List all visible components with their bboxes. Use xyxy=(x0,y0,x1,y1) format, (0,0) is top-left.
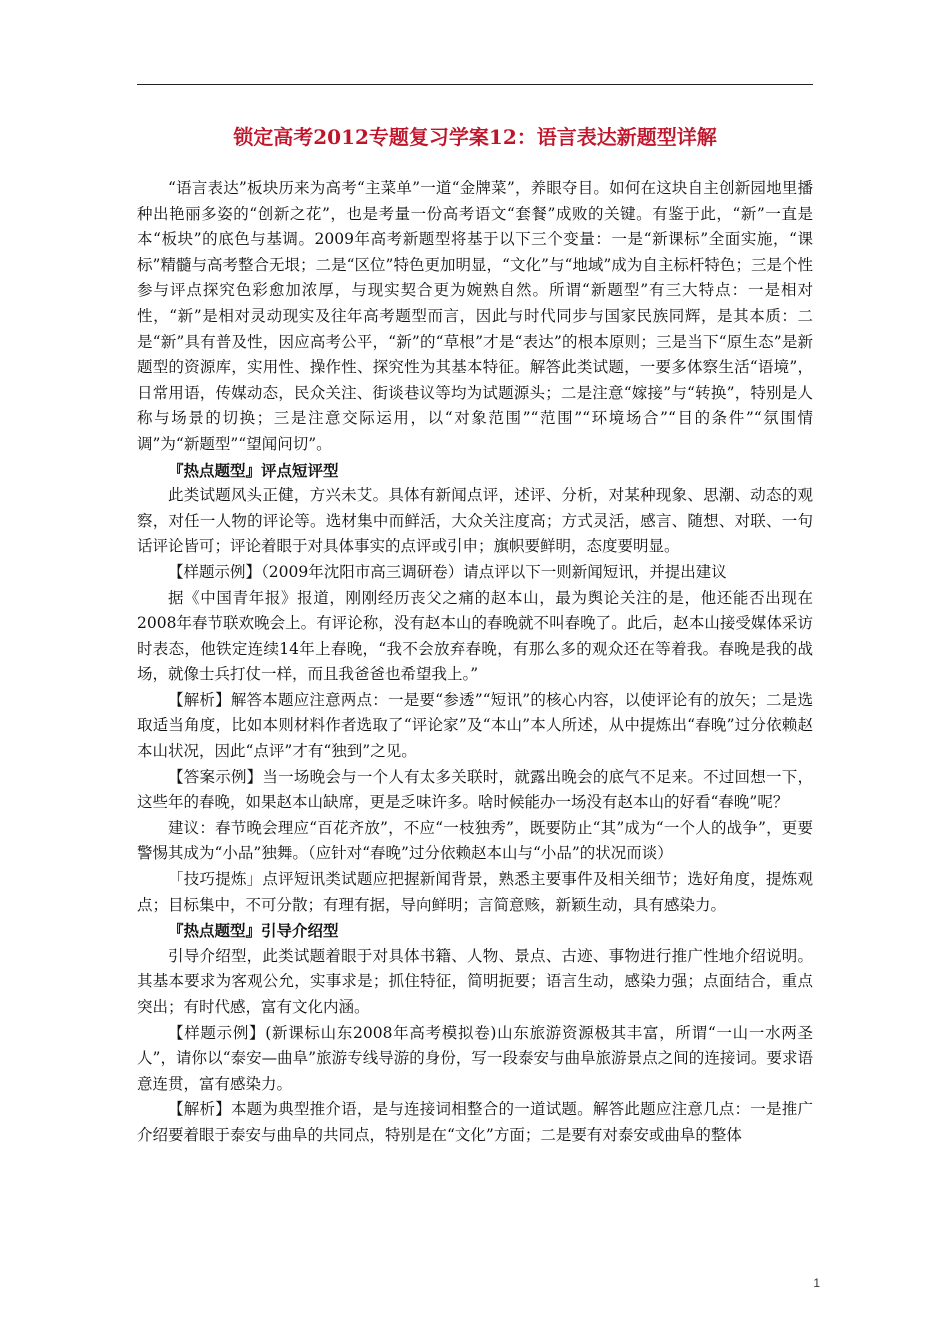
header-rule xyxy=(137,84,813,85)
section-heading: 『热点题型』评点短评型 xyxy=(168,460,339,480)
paragraph: 据《中国青年报》报道，刚刚经历丧父之痛的赵本山，最为舆论关注的是，他还能否出现在2008年春节联欢晚会上。有评论称，没有赵本山的春晚就不叫春晚了。此后，赵本山接受媒体采访时表态，他铁定连续14年上春晚，“我不会放弃春晚，有那么多的观众还在等着我。春晚是我的战场，就像士兵打仗一样，而且我爸爸也希望我上。” xyxy=(137,588,813,684)
document-body xyxy=(137,176,813,1149)
paragraph: 【解析】本题为典型推介语，是与连接词相整合的一道试题。解答此题应注意几点：一是推广介绍要着眼于泰安与曲阜的共同点，特别是在“文化”方面；二是要有对泰安或曲阜的整体 xyxy=(137,1100,813,1144)
paragraph: 建议：春节晚会理应“百花齐放”，不应“一枝独秀”，既要防止“其”成为“一个人的战争”，更要警惕其成为“小品”独舞。（应针对“春晚”过分依赖赵本山与“小品”的状况而谈） xyxy=(137,818,813,863)
paragraph: 「技巧提炼」点评短讯类试题应把握新闻背景，熟悉主要事件及相关细节；选好角度，提炼观点；目标集中，不可分散；有理有据，导向鲜明；言简意赅，新颖生动，具有感染力。 xyxy=(137,870,813,914)
page-number: 1 xyxy=(813,1276,820,1290)
paragraph: 【答案示例】当一场晚会与一个人有太多关联时，就露出晚会的底气不足来。不过回想一下，这些年的春晚，如果赵本山缺席，更是乏味许多。啥时候能办一场没有赵本山的好看“春晚”呢？ xyxy=(137,767,813,812)
paragraph: 【解析】解答本题应注意两点：一是要“参透”“短讯”的核心内容，以使评论有的放矢；二是选取适当角度，比如本则材料作者选取了“评论家”及“本山”本人所述，从中提炼出“春晚”过分依赖赵本山状况，因此“点评”才有“独到”之见。 xyxy=(137,690,813,761)
paragraph: 引导介绍型，此类试题着眼于对具体书籍、人物、景点、古迹、事物进行推广性地介绍说明。其基本要求为客观公允，实事求是；抓住特征，简明扼要；语言生动，感染力强；点面结合，重点突出；有时代感，富有文化内涵。 xyxy=(137,946,813,1016)
section-heading: 『热点题型』引导介绍型 xyxy=(168,921,339,941)
document-title: 锁定高考2012专题复习学案12：语言表达新题型详解 xyxy=(233,125,717,149)
paragraph: 【样题示例】（2009年沈阳市高三调研卷）请点评以下一则新闻短讯，并提出建议 xyxy=(168,562,727,581)
paragraph: “语言表达”板块历来为高考“主菜单”一道“金牌菜”，养眼夺目。如何在这块自主创新园地里播种出艳丽多姿的“创新之花”，也是考量一份高考语文“套餐”成败的关键。有鉴于此，“新”一直是本“板块”的底色与基调。2009年高考新题型将基于以下三个变量：一是“新课标”全面实施，“课标”精髓与高考整合无垠；二是“区位”特色更加明显，“文化”与“地域”成为自主标杆特色；三是个性参与评点探究色彩愈加浓厚，与现实契合更为婉熟自然。所谓“新题型”有三大特点：一是相对性，“新”是相对灵动现实及往年高考题型而言，因此与时代同步与国家民族同辉，是其本质：二是“新”具有普及性，因应高考公平，“新”的“草根”才是“表达”的根本原则；三是当下“原生态”是新题型的资源库，实用性、操作性、探究性为其基本特征。解答此类试题，一要多体察生活“语境”，日常用语，传媒动态，民众关注、街谈巷议等均为试题源头；二是注意“嫁接”与“转换”，特别是人称与场景的切换；三是注意交际运用，以“对象范围”“范围”“环境场合”“目的条件”“氛围情调”为“新题型”“望闻问切”。 xyxy=(137,179,813,453)
paragraph: 此类试题风头正健，方兴未艾。具体有新闻点评，述评、分析，对某种现象、思潮、动态的观察，对任一人物的评论等。选材集中而鲜活，大众关注度高；方式灵活，感言、随想、对联、一句话评论皆可；评论着眼于对具体事实的点评或引申；旗帜要鲜明，态度要明显。 xyxy=(137,486,813,556)
paragraph: 【样题示例】(新课标山东2008年高考模拟卷)山东旅游资源极其丰富，所谓“一山一水两圣人”，请你以“泰安—曲阜”旅游专线导游的身份，写一段泰安与曲阜旅游景点之间的连接词。要求语意连贯，富有感染力。 xyxy=(137,1023,813,1093)
